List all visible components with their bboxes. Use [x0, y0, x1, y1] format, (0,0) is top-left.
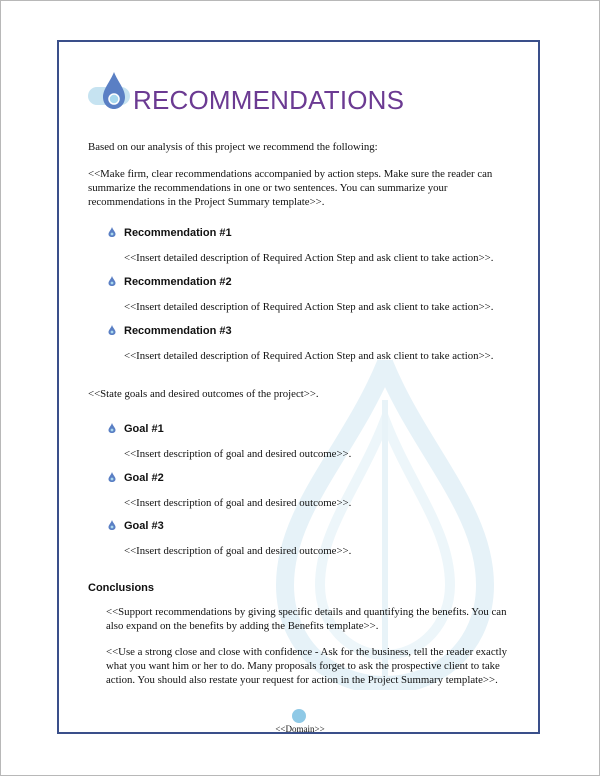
goal-2-title: Goal #2	[124, 472, 164, 484]
drop-bullet-icon	[108, 325, 116, 335]
drop-bullet-icon	[108, 276, 116, 286]
guidance-text: <<Make firm, clear recommendations accompanied by action steps. Make sure the reader can summarize the recommendations in one or two sentences. You can summarize your recommendations in the Project Summary template>>.	[88, 168, 493, 208]
logo-drop-icon	[88, 70, 130, 114]
conclusion-paragraph-1: <<Support recommendations by giving specific details and quantifying the benefits. You can also expand on the benefits by adding the Benefits template>>.	[106, 606, 507, 632]
recommendation-2-title: Recommendation #2	[124, 276, 232, 288]
drop-bullet-icon	[108, 472, 116, 482]
goal-1-description: <<Insert description of goal and desired outcome>>.	[124, 448, 352, 460]
recommendation-1-title: Recommendation #1	[124, 227, 232, 239]
goals-intro-text: <<State goals and desired outcomes of the project>>.	[88, 388, 319, 400]
goal-3-title: Goal #3	[124, 520, 164, 532]
drop-bullet-icon	[108, 423, 116, 433]
recommendation-1-description: <<Insert detailed description of Required Action Step and ask client to take action>>.	[124, 252, 494, 264]
goal-1-title: Goal #1	[124, 423, 164, 435]
conclusion-paragraph-2: <<Use a strong close and close with confidence - Ask for the business, tell the reader exactly what you want him or her to do. Many proposals forget to ask the prospective client to take action. You should also restate your request for action in the Project Summary template>>.	[106, 646, 508, 686]
recommendation-3-title: Recommendation #3	[124, 325, 232, 337]
recommendation-2-description: <<Insert detailed description of Required Action Step and ask client to take action>>.	[124, 301, 494, 313]
footer-dot	[292, 709, 306, 723]
intro-text: Based on our analysis of this project we recommend the following:	[88, 141, 378, 153]
goal-2-description: <<Insert description of goal and desired outcome>>.	[124, 497, 352, 509]
drop-bullet-icon	[108, 227, 116, 237]
page-title: RECOMMENDATIONS	[133, 85, 405, 115]
conclusions-heading: Conclusions	[88, 582, 155, 594]
drop-bullet-icon	[108, 520, 116, 530]
recommendation-3-description: <<Insert detailed description of Required Action Step and ask client to take action>>.	[124, 350, 494, 362]
goal-3-description: <<Insert description of goal and desired outcome>>.	[124, 545, 352, 557]
footer-domain: <<Domain>>	[275, 724, 325, 734]
